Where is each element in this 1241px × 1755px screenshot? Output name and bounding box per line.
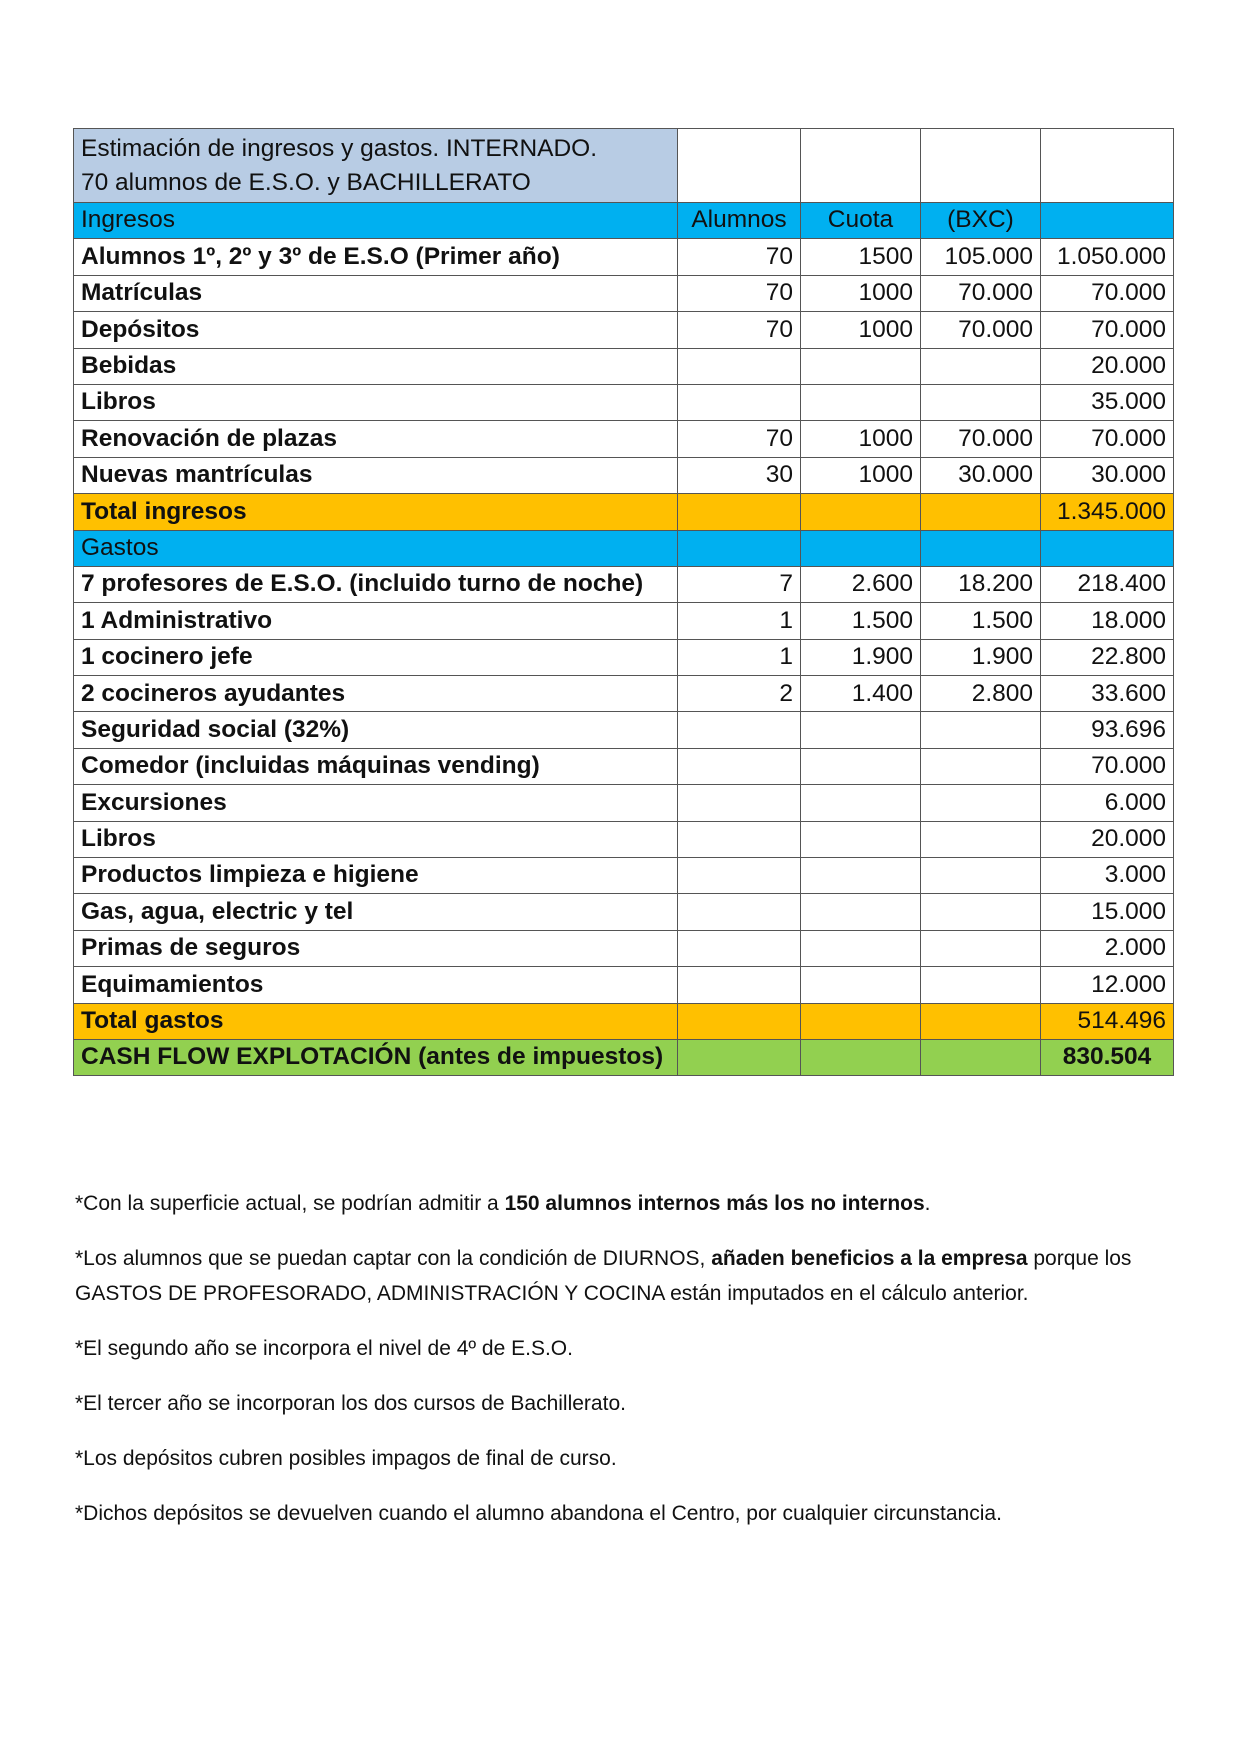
row-cuota: 1.900 bbox=[801, 639, 921, 675]
row-bxc: 70.000 bbox=[921, 421, 1041, 457]
table-row bbox=[74, 566, 1174, 602]
note-diurnos-text: *Los alumnos que se puedan captar con la condición de DIURNOS, bbox=[75, 1247, 712, 1270]
row-alumnos bbox=[678, 748, 801, 784]
row-alumnos bbox=[678, 967, 801, 1003]
row-total: 70.000 bbox=[1041, 312, 1174, 348]
note-capacity-emphasis: 150 alumnos internos más los no internos bbox=[504, 1192, 925, 1215]
col-header-cuota: Cuota bbox=[801, 203, 921, 239]
total-ingresos-row bbox=[74, 494, 1174, 530]
empty-cell bbox=[1041, 129, 1174, 203]
row-cuota bbox=[801, 821, 921, 857]
table-row bbox=[74, 676, 1174, 712]
note-second-year: *El segundo año se incorpora el nivel de 4º de E.S.O. bbox=[75, 1337, 573, 1360]
row-cuota: 1000 bbox=[801, 457, 921, 493]
row-bxc: 105.000 bbox=[921, 239, 1041, 275]
row-bxc: 30.000 bbox=[921, 457, 1041, 493]
row-bxc: 18.200 bbox=[921, 566, 1041, 602]
row-bxc bbox=[921, 748, 1041, 784]
row-bxc bbox=[921, 894, 1041, 930]
row-total: 1.050.000 bbox=[1041, 239, 1174, 275]
row-total: 30.000 bbox=[1041, 457, 1174, 493]
row-alumnos: 1 bbox=[678, 639, 801, 675]
row-label: Depósitos bbox=[74, 312, 678, 348]
table-row bbox=[74, 785, 1174, 821]
empty-cell bbox=[921, 129, 1041, 203]
ingresos-header-label: Ingresos bbox=[74, 203, 678, 239]
col-header-total bbox=[1041, 203, 1174, 239]
empty-cell bbox=[801, 1003, 921, 1039]
col-header-alumnos: Alumnos bbox=[678, 203, 801, 239]
row-cuota: 1000 bbox=[801, 421, 921, 457]
row-total: 22.800 bbox=[1041, 639, 1174, 675]
row-label: Excursiones bbox=[74, 785, 678, 821]
empty-cell bbox=[801, 129, 921, 203]
row-cuota bbox=[801, 712, 921, 748]
row-bxc: 1.500 bbox=[921, 603, 1041, 639]
row-bxc bbox=[921, 930, 1041, 966]
row-bxc bbox=[921, 384, 1041, 420]
row-label: Gas, agua, electric y tel bbox=[74, 894, 678, 930]
table-title-line2: 70 alumnos de E.S.O. y BACHILLERATO bbox=[81, 168, 531, 196]
row-label: Primas de seguros bbox=[74, 930, 678, 966]
empty-cell bbox=[678, 129, 801, 203]
row-alumnos: 7 bbox=[678, 566, 801, 602]
row-cuota bbox=[801, 384, 921, 420]
row-cuota bbox=[801, 348, 921, 384]
row-alumnos bbox=[678, 348, 801, 384]
row-alumnos: 70 bbox=[678, 275, 801, 311]
row-bxc bbox=[921, 712, 1041, 748]
row-bxc: 70.000 bbox=[921, 312, 1041, 348]
row-bxc bbox=[921, 348, 1041, 384]
row-alumnos bbox=[678, 894, 801, 930]
row-label: Comedor (incluidas máquinas vending) bbox=[74, 748, 678, 784]
row-cuota bbox=[801, 785, 921, 821]
row-cuota bbox=[801, 858, 921, 894]
row-bxc bbox=[921, 785, 1041, 821]
table-row bbox=[74, 239, 1174, 275]
row-cuota: 2.600 bbox=[801, 566, 921, 602]
empty-cell bbox=[921, 1039, 1041, 1075]
table-row bbox=[74, 348, 1174, 384]
note-capacity-end: . bbox=[924, 1192, 931, 1215]
empty-cell bbox=[678, 1003, 801, 1039]
empty-cell bbox=[801, 494, 921, 530]
row-cuota: 1000 bbox=[801, 312, 921, 348]
empty-cell bbox=[678, 1039, 801, 1075]
empty-cell bbox=[921, 1003, 1041, 1039]
cash-flow-row bbox=[74, 1039, 1174, 1075]
note-deposits: *Los depósitos cubren posibles impagos de final de curso. bbox=[75, 1447, 617, 1470]
total-gastos-label: Total gastos bbox=[74, 1003, 678, 1039]
cash-flow-label: CASH FLOW EXPLOTACIÓN (antes de impuestos) bbox=[74, 1039, 678, 1075]
note-diurnos-emphasis: añaden beneficios a la empresa bbox=[711, 1247, 1028, 1270]
note-diurnos-end: porque los GASTOS DE PROFESORADO, ADMINISTRACIÓN Y COCINA están imputados en el cálculo anterior. bbox=[75, 1247, 1132, 1305]
row-cuota bbox=[801, 930, 921, 966]
row-total: 18.000 bbox=[1041, 603, 1174, 639]
table-row bbox=[74, 967, 1174, 1003]
row-alumnos: 70 bbox=[678, 421, 801, 457]
row-total: 70.000 bbox=[1041, 421, 1174, 457]
row-alumnos bbox=[678, 930, 801, 966]
table-row bbox=[74, 821, 1174, 857]
total-gastos-row bbox=[74, 1003, 1174, 1039]
empty-cell bbox=[801, 530, 921, 566]
row-alumnos: 30 bbox=[678, 457, 801, 493]
col-header-bxc: (BXC) bbox=[921, 203, 1041, 239]
row-alumnos bbox=[678, 858, 801, 894]
row-bxc bbox=[921, 821, 1041, 857]
note-third-year: *El tercer año se incorporan los dos cursos de Bachillerato. bbox=[75, 1392, 626, 1415]
table-row bbox=[74, 930, 1174, 966]
empty-cell bbox=[678, 530, 801, 566]
table-row bbox=[74, 894, 1174, 930]
table-row bbox=[74, 421, 1174, 457]
row-cuota bbox=[801, 748, 921, 784]
row-alumnos: 70 bbox=[678, 312, 801, 348]
row-cuota: 1.400 bbox=[801, 676, 921, 712]
row-total: 93.696 bbox=[1041, 712, 1174, 748]
table-row bbox=[74, 457, 1174, 493]
table-row bbox=[74, 712, 1174, 748]
row-label: 2 cocineros ayudantes bbox=[74, 676, 678, 712]
row-label: 1 Administrativo bbox=[74, 603, 678, 639]
row-label: Alumnos 1º, 2º y 3º de E.S.O (Primer año) bbox=[74, 239, 678, 275]
row-total: 2.000 bbox=[1041, 930, 1174, 966]
total-ingresos-value: 1.345.000 bbox=[1041, 494, 1174, 530]
row-total: 33.600 bbox=[1041, 676, 1174, 712]
row-bxc: 1.900 bbox=[921, 639, 1041, 675]
row-label: Matrículas bbox=[74, 275, 678, 311]
row-alumnos bbox=[678, 384, 801, 420]
row-total: 20.000 bbox=[1041, 821, 1174, 857]
budget-table bbox=[73, 128, 1174, 1076]
row-label: Renovación de plazas bbox=[74, 421, 678, 457]
ingresos-header-row bbox=[74, 203, 1174, 239]
row-total: 6.000 bbox=[1041, 785, 1174, 821]
row-alumnos bbox=[678, 712, 801, 748]
table-row bbox=[74, 603, 1174, 639]
cash-flow-value: 830.504 bbox=[1041, 1039, 1174, 1075]
empty-cell bbox=[921, 494, 1041, 530]
row-label: Nuevas mantrículas bbox=[74, 457, 678, 493]
row-label: 7 profesores de E.S.O. (incluido turno de noche) bbox=[74, 566, 678, 602]
row-total: 3.000 bbox=[1041, 858, 1174, 894]
table-row bbox=[74, 384, 1174, 420]
row-alumnos bbox=[678, 785, 801, 821]
total-ingresos-label: Total ingresos bbox=[74, 494, 678, 530]
row-bxc: 70.000 bbox=[921, 275, 1041, 311]
empty-cell bbox=[1041, 530, 1174, 566]
row-total: 218.400 bbox=[1041, 566, 1174, 602]
row-cuota: 1.500 bbox=[801, 603, 921, 639]
table-row bbox=[74, 312, 1174, 348]
row-cuota bbox=[801, 894, 921, 930]
row-total: 70.000 bbox=[1041, 275, 1174, 311]
title-row bbox=[74, 129, 1174, 203]
row-total: 20.000 bbox=[1041, 348, 1174, 384]
row-bxc bbox=[921, 858, 1041, 894]
table-title bbox=[74, 129, 678, 203]
gastos-header-row bbox=[74, 530, 1174, 566]
table-row bbox=[74, 858, 1174, 894]
note-capacity-text: *Con la superficie actual, se podrían admitir a bbox=[75, 1192, 505, 1215]
row-label: Libros bbox=[74, 384, 678, 420]
budget-table-body bbox=[74, 129, 1174, 1076]
row-label: Libros bbox=[74, 821, 678, 857]
table-row bbox=[74, 639, 1174, 675]
gastos-header-label: Gastos bbox=[74, 530, 678, 566]
row-bxc: 2.800 bbox=[921, 676, 1041, 712]
empty-cell bbox=[921, 530, 1041, 566]
table-row bbox=[74, 275, 1174, 311]
row-total: 15.000 bbox=[1041, 894, 1174, 930]
note-diurnos bbox=[75, 1241, 1165, 1311]
table-title-line1: Estimación de ingresos y gastos. INTERNADO. bbox=[81, 135, 598, 163]
note-deposits-return: *Dichos depósitos se devuelven cuando el alumno abandona el Centro, por cualquier circunstancia. bbox=[75, 1502, 1002, 1525]
notes-section bbox=[75, 1186, 1165, 1551]
total-gastos-value: 514.496 bbox=[1041, 1003, 1174, 1039]
row-cuota: 1000 bbox=[801, 275, 921, 311]
row-cuota bbox=[801, 967, 921, 1003]
row-label: Equimamientos bbox=[74, 967, 678, 1003]
row-cuota: 1500 bbox=[801, 239, 921, 275]
row-label: Seguridad social (32%) bbox=[74, 712, 678, 748]
empty-cell bbox=[678, 494, 801, 530]
row-label: Productos limpieza e higiene bbox=[74, 858, 678, 894]
row-label: 1 cocinero jefe bbox=[74, 639, 678, 675]
row-label: Bebidas bbox=[74, 348, 678, 384]
row-alumnos bbox=[678, 821, 801, 857]
row-alumnos: 2 bbox=[678, 676, 801, 712]
note-capacity bbox=[75, 1186, 1165, 1221]
row-alumnos: 70 bbox=[678, 239, 801, 275]
row-bxc bbox=[921, 967, 1041, 1003]
table-row bbox=[74, 748, 1174, 784]
row-total: 70.000 bbox=[1041, 748, 1174, 784]
row-total: 12.000 bbox=[1041, 967, 1174, 1003]
row-total: 35.000 bbox=[1041, 384, 1174, 420]
row-alumnos: 1 bbox=[678, 603, 801, 639]
empty-cell bbox=[801, 1039, 921, 1075]
